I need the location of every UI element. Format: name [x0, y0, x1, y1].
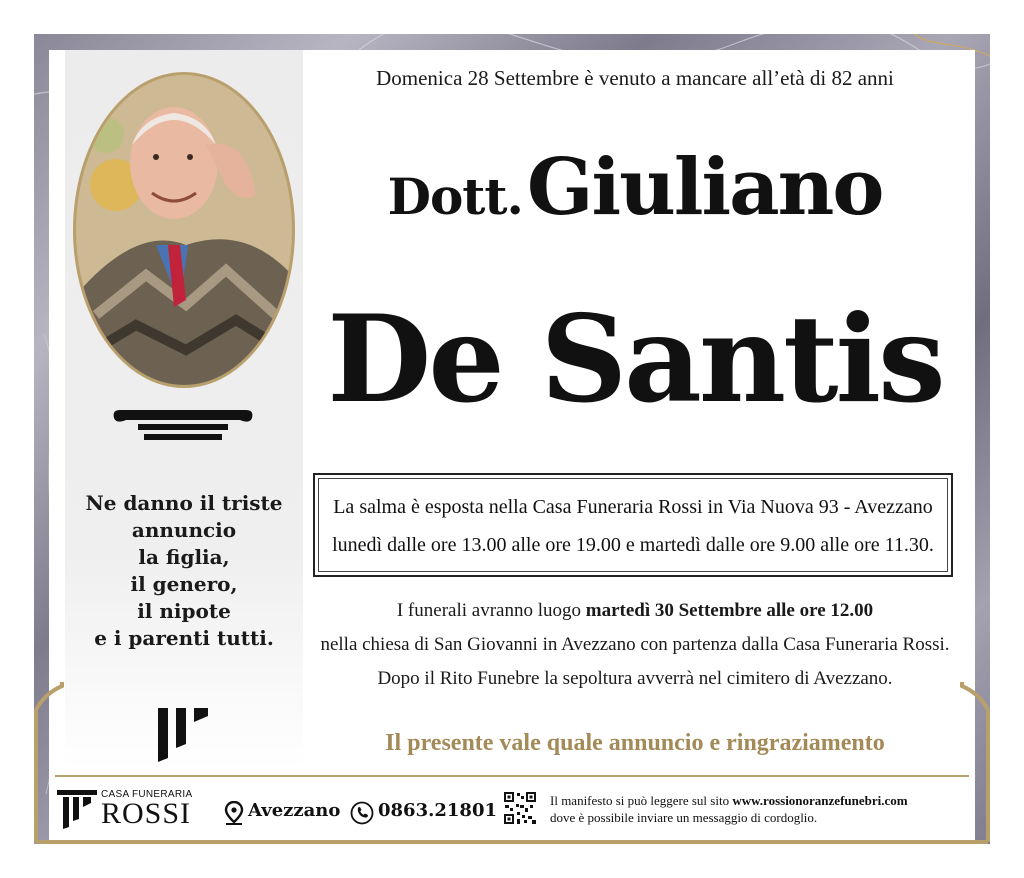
funeral-date-time: martedì 30 Settembre alle ore 12.00 [585, 600, 874, 621]
thanks-line: Il presente vale quale annuncio e ringraziamento [385, 730, 885, 756]
viewing-line-2: lunedì dalle ore 13.00 alle ore 19.00 e martedì dalle ore 9.00 alle ore 11.30. [332, 534, 934, 556]
funeral-info [305, 594, 965, 696]
funeral-home-logo-icon [156, 708, 210, 762]
footer-logo [55, 787, 205, 831]
qr-code-icon [503, 791, 537, 825]
column-logo-icon [55, 787, 99, 829]
footer-note-prefix: Il manifesto si può leggere sul sito [550, 793, 730, 808]
phone-icon [350, 801, 374, 825]
footer-divider [55, 775, 969, 777]
announcement-line: annuncio [131, 518, 237, 542]
location-pin-icon [224, 801, 244, 825]
family-announcement [65, 490, 303, 652]
column-capital-icon [112, 402, 254, 442]
first-name: Giuliano [526, 142, 883, 233]
viewing-info [313, 488, 953, 564]
honorific-title: Dott. [387, 167, 523, 226]
footer-note-line-1 [550, 792, 970, 809]
announcement-line: il genero, [130, 572, 238, 596]
title-and-first-name [305, 142, 965, 233]
viewing-line-1: La salma è esposta nella Casa Funeraria Rossi in Via Nuova 93 - Avezzano [333, 496, 933, 518]
announcement-line: il nipote [137, 599, 231, 623]
portrait-illustration [76, 75, 292, 385]
phone-number: 0863.21801 [378, 800, 497, 821]
funeral-line-1-prefix: I funerali avranno luogo [396, 600, 581, 621]
city-label: Avezzano [248, 800, 341, 821]
footer-note-line-2: dove è possibile inviare un messaggio di cordoglio. [550, 810, 818, 825]
funeral-line-3: Dopo il Rito Funebre la sepoltura avverrà nel cimitero di Avezzano. [377, 668, 893, 689]
announcement-line: e i parenti tutti. [94, 626, 274, 650]
portrait-photo [73, 72, 295, 388]
funeral-line-1 [305, 594, 965, 628]
website-link[interactable]: www.rossionoranzefunebri.com [732, 793, 908, 808]
announcement-line: Ne danno il triste [85, 491, 283, 515]
logo-small-text: CASA FUNERARIA [101, 789, 193, 800]
funeral-line-2: nella chiesa di San Giovanni in Avezzano con partenza dalla Casa Funeraria Rossi. [320, 634, 950, 655]
last-name: De Santis [327, 289, 943, 430]
death-date-line: Domenica 28 Settembre è venuto a mancare all’età di 82 anni [376, 66, 894, 90]
logo-big-text: ROSSI [101, 797, 192, 830]
footer-note [550, 792, 970, 826]
announcement-line: la figlia, [138, 545, 230, 569]
